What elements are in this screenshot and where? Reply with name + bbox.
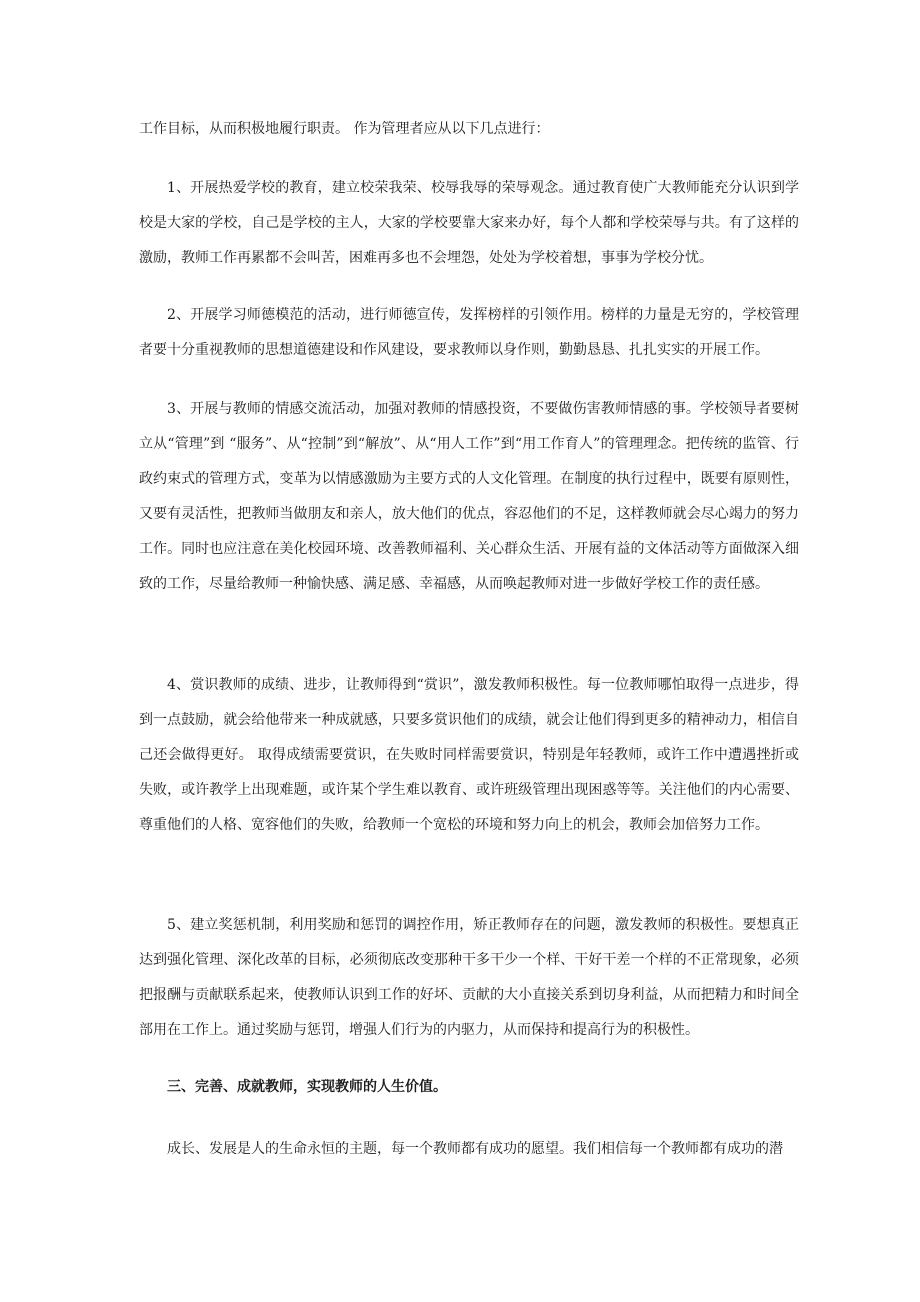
- paragraph-item-2: [139, 298, 799, 368]
- paragraph-intro-text: 工作目标，从而积极地履行职责。 作为管理者应从以下几点进行：: [139, 121, 550, 137]
- paragraph-item-3-text: 3、开展与教师的情感交流活动，加强对教师的情感投资，不要做伤害教师情感的事。学校领导者要树立从“管理”到 “服务”、从“控制”到“解放”、从“用人工作”到“用工作育人”的管理理念。把传统的监管、行政约束式的管理方式，变革为以情感激励为主要方式的人文化管理。在制度的执行过程中，既要有原则性，又要有灵活性，把教师当做朋友和亲人，放大他们的优点，容忍他们的不足，这样教师就会尽心竭力的努力工作。同时也应注意在美化校园环境、改善教师福利、关心群众生活、开展有益的文体活动等方面做深入细致的工作，尽量给教师一种愉快感、满足感、幸福感，从而唤起教师对进一步做好学校工作的责任感。: [139, 401, 799, 592]
- paragraph-item-4-text: 4、赏识教师的成绩、进步，让教师得到“赏识”，激发教师积极性。每一位教师哪怕取得一点进步，得到一点鼓励，就会给他带来一种成就感，只要多赏识他们的成绩，就会让他们得到更多的精神动力，相信自己还会做得更好。 取得成绩需要赏识，在失败时同样需要赏识，特别是年轻教师，或许工作中遭遇挫折或失败，或许教学上出现难题，或许某个学生难以教育、或许班级管理出现困惑等等。关注他们的内心需要、尊重他们的人格、宽容他们的失败，给教师一个宽松的环境和努力向上的机会，教师会加倍努力工作。: [139, 677, 799, 833]
- paragraph-growth: [139, 1132, 799, 1167]
- paragraph-item-2-text: 2、开展学习师德模范的活动，进行师德宣传，发挥榜样的引领作用。榜样的力量是无穷的，学校管理者要十分重视教师的思想道德建设和作风建设，要求教师以身作则，勤勤恳恳、扎扎实实的开展工作。: [139, 307, 799, 358]
- paragraph-item-4: [139, 668, 799, 843]
- paragraph-item-5-text: 5、建立奖惩机制，利用奖励和惩罚的调控作用，矫正教师存在的问题，激发教师的积极性。要想真正达到强化管理、深化改革的目标，必须彻底改变那种干多干少一个样、干好干差一个样的不正常现象，必须把报酬与贡献联系起来，使教师认识到工作的好坏、贡献的大小直接关系到切身利益，从而把精力和时间全部用在工作上。通过奖励与惩罚，增强人们行为的内驱力，从而保持和提高行为的积极性。: [139, 917, 799, 1038]
- paragraph-intro: [139, 112, 799, 147]
- section-heading-3-text: 三、完善、成就教师，实现教师的人生价值。: [167, 1079, 447, 1095]
- paragraph-item-1-text: 1、开展热爱学校的教育，建立校荣我荣、校辱我辱的荣辱观念。通过教育使广大教师能充分认识到学校是大家的学校，自己是学校的主人，大家的学校要靠大家来办好，每个人都和学校荣辱与共。有了这样的激励，教师工作再累都不会叫苦，困难再多也不会埋怨，处处为学校着想，事事为学校分忧。: [139, 180, 799, 266]
- paragraph-item-5: [139, 908, 799, 1048]
- paragraph-growth-text: 成长、发展是人的生命永恒的主题，每一个教师都有成功的愿望。我们相信每一个教师都有成功的潜: [167, 1141, 783, 1157]
- paragraph-item-3: [139, 392, 799, 602]
- paragraph-item-1: [139, 171, 799, 276]
- section-heading-3: [139, 1070, 799, 1105]
